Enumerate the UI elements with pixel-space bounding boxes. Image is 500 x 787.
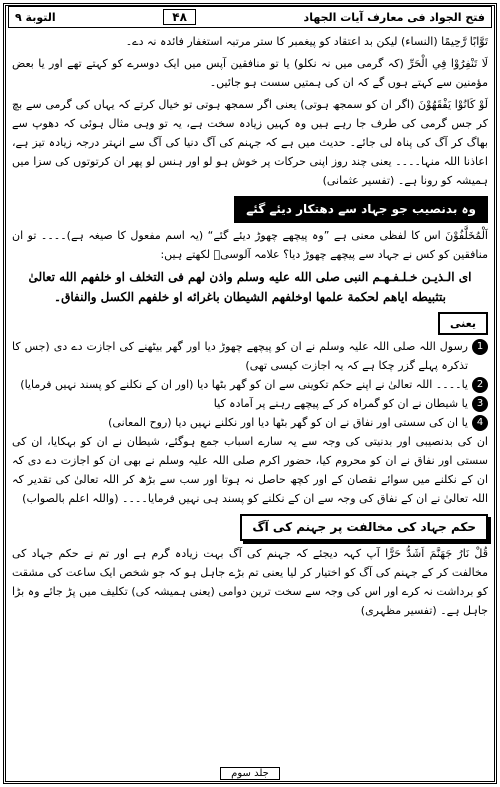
paragraph-1: تَوَّابًا رَّحِيمًا (النساء) لیکن بد اعتقاد کو پیغمبر کا ستر مرتبہ استغفار فائدہ نہ دے۔	[125, 35, 488, 48]
section-2-heading: حکم جہاد کی مخالفت پر جہنم کی آگ	[240, 514, 488, 541]
list-item	[12, 337, 488, 375]
section-1-heading: وہ بدنصیب جو جہاد سے دھتکار دیئے گئے	[234, 196, 488, 223]
list-item-text: رسول اللہ صلی اللہ علیہ وسلم نے ان کو پیچھے چھوڑ دیا اور گھر بیٹھنے کی اجازت دے دی (جس کا تذکرہ پہلے گزر چکا ہے کہ یہ اجازت کیسی تھی)	[12, 340, 468, 372]
item-number-badge: 1	[472, 339, 488, 355]
page-footer	[0, 761, 500, 780]
header-book-title: فتح الجواد فی معارف آیات الجهاد	[303, 10, 485, 24]
section-1-paragraph-2: ان کی بدنصیبی اور بدنیتی کی وجہ سے یہ سارے اسباب جمع ہوگئے، شیطان نے ان کو بہکایا، ان کی سستی اور نفاق نے ان کو محروم کیا، حضور اکرم صلی اللہ علیہ وسلم نے بھی ان کو اجازت دے دی کہ ان کے نکلنے میں سوائے نقصان کے اور کچھ حاصل نہ ہوتا اور سب سے بڑھ کر اللہ تعالیٰ کی تقدیر کہ اللہ تعالیٰ نے ان کے نفاق کی وجہ سے ان کے نکلنے کو پسند ہی نہیں فرمایا۔۔۔۔ (واللہ اعلم بالصواب)	[12, 435, 488, 505]
page-header	[8, 6, 492, 28]
item-number-badge: 3	[472, 396, 488, 412]
header-surah: التوبة ۹	[15, 10, 56, 24]
list-item-text: یا۔۔۔۔ اللہ تعالیٰ نے اپنے حکم تکوینی سے ان کو گھر بٹھا دیا (اور ان کے نکلنے کو پسند نہیں فرمایا)	[20, 378, 468, 391]
volume-label: جلد سوم	[220, 767, 280, 780]
item-number-badge: 4	[472, 415, 488, 431]
yani-label: یعنی	[438, 312, 488, 335]
item-number-badge: 2	[472, 377, 488, 393]
page-content	[12, 32, 488, 623]
page-number: ۴۸	[163, 9, 196, 25]
paragraph-2: لَا تَنْفِرُوْا فِي الْحَرِّ (کہ گرمی میں نہ نکلو) یا تو منافقین آپس میں ایک دوسرے کو کہتے تھے اور یا بعض مؤمنین سے کہتے ہوں گے کہ ان کی ہمتیں سست ہو جائیں۔	[12, 57, 488, 89]
list-item-text: یا ان کی سستی اور نفاق نے ان کو گھر بٹھا دیا اور نکلنے نہیں دیا (روح المعانی)	[108, 416, 468, 429]
list-item	[12, 413, 488, 432]
list-item	[12, 394, 488, 413]
section-2-paragraph-1: قُلْ نَارُ جَهَنَّمَ اَشَدُّ حَرًّا آپ کہہ دیجئے کہ جہنم کی آگ بہت زیادہ گرم ہے اور تم نے حکم جہاد کی مخالفت کر کے جہنم کی آگ کو اختیار کر لیا یعنی تم بڑے جاہل ہو کہ جو شخص ایک ساعت کی مشقت کو برداشت نہ کرے اور اس کی وجہ سے سخت ترین دوامی (یعنی ہمیشہ کی) تکلیف میں پڑ جائے وہ بڑا جاہل ہے۔ (تفسیر مظہری)	[12, 547, 488, 617]
arabic-quote: ای الـذیـن خـلـفـهـم النبی صلی الله علیه وسلم واذن لهم فی التخلف او خلفهم الله تعالیٰ بتثبیطه ایاهم لحکمة علمها اوخلفهم الشیطان باغرائه او خلفهم الکسل والنفاق۔	[28, 270, 472, 304]
list-item-text: یا شیطان نے ان کو گمراہ کر کے پیچھے رہنے پر آمادہ کیا	[213, 397, 468, 410]
list-item	[12, 375, 488, 394]
section-1-paragraph-1: اَلْمُخَلَّفُوْنَ اس کا لفظی معنی ہے ”وہ پیچھے چھوڑ دیئے گئے“ (یہ اسم مفعول کا صیغہ ہے)۔۔۔۔ تو ان منافقین کو کس نے جہاد سے پیچھے چھوڑ دیا؟ علامہ آلوسیؒ لکھتے ہیں:	[12, 229, 488, 261]
paragraph-3: لَوْ كَانُوْا يَفْقَهُوْنَ (اگر ان کو سمجھ ہوتی) یعنی اگر سمجھ ہوتی تو خیال کرتے کہ یہاں کی گرمی سے بچ کر جس گرمی کی طرف جا رہے ہیں وہ کہیں زیادہ سخت ہے، یہ تو وہی مثال ہوئی کہ دھوپ سے بھاگ کر آگ کی پناہ لی جائے۔ حدیث میں ہے کہ جہنم کی آگ دنیا کی آگ سے انہتر درجہ زیادہ تیز ہے، اعاذنا اللہ منہا۔۔۔۔ یعنی چند روز اپنی حرکات پر خوش ہو لو اور ہنس لو پھر ان کرتوتوں کی سزا میں ہمیشہ کو رونا ہے۔ (تفسیر عثمانی)	[12, 98, 488, 187]
